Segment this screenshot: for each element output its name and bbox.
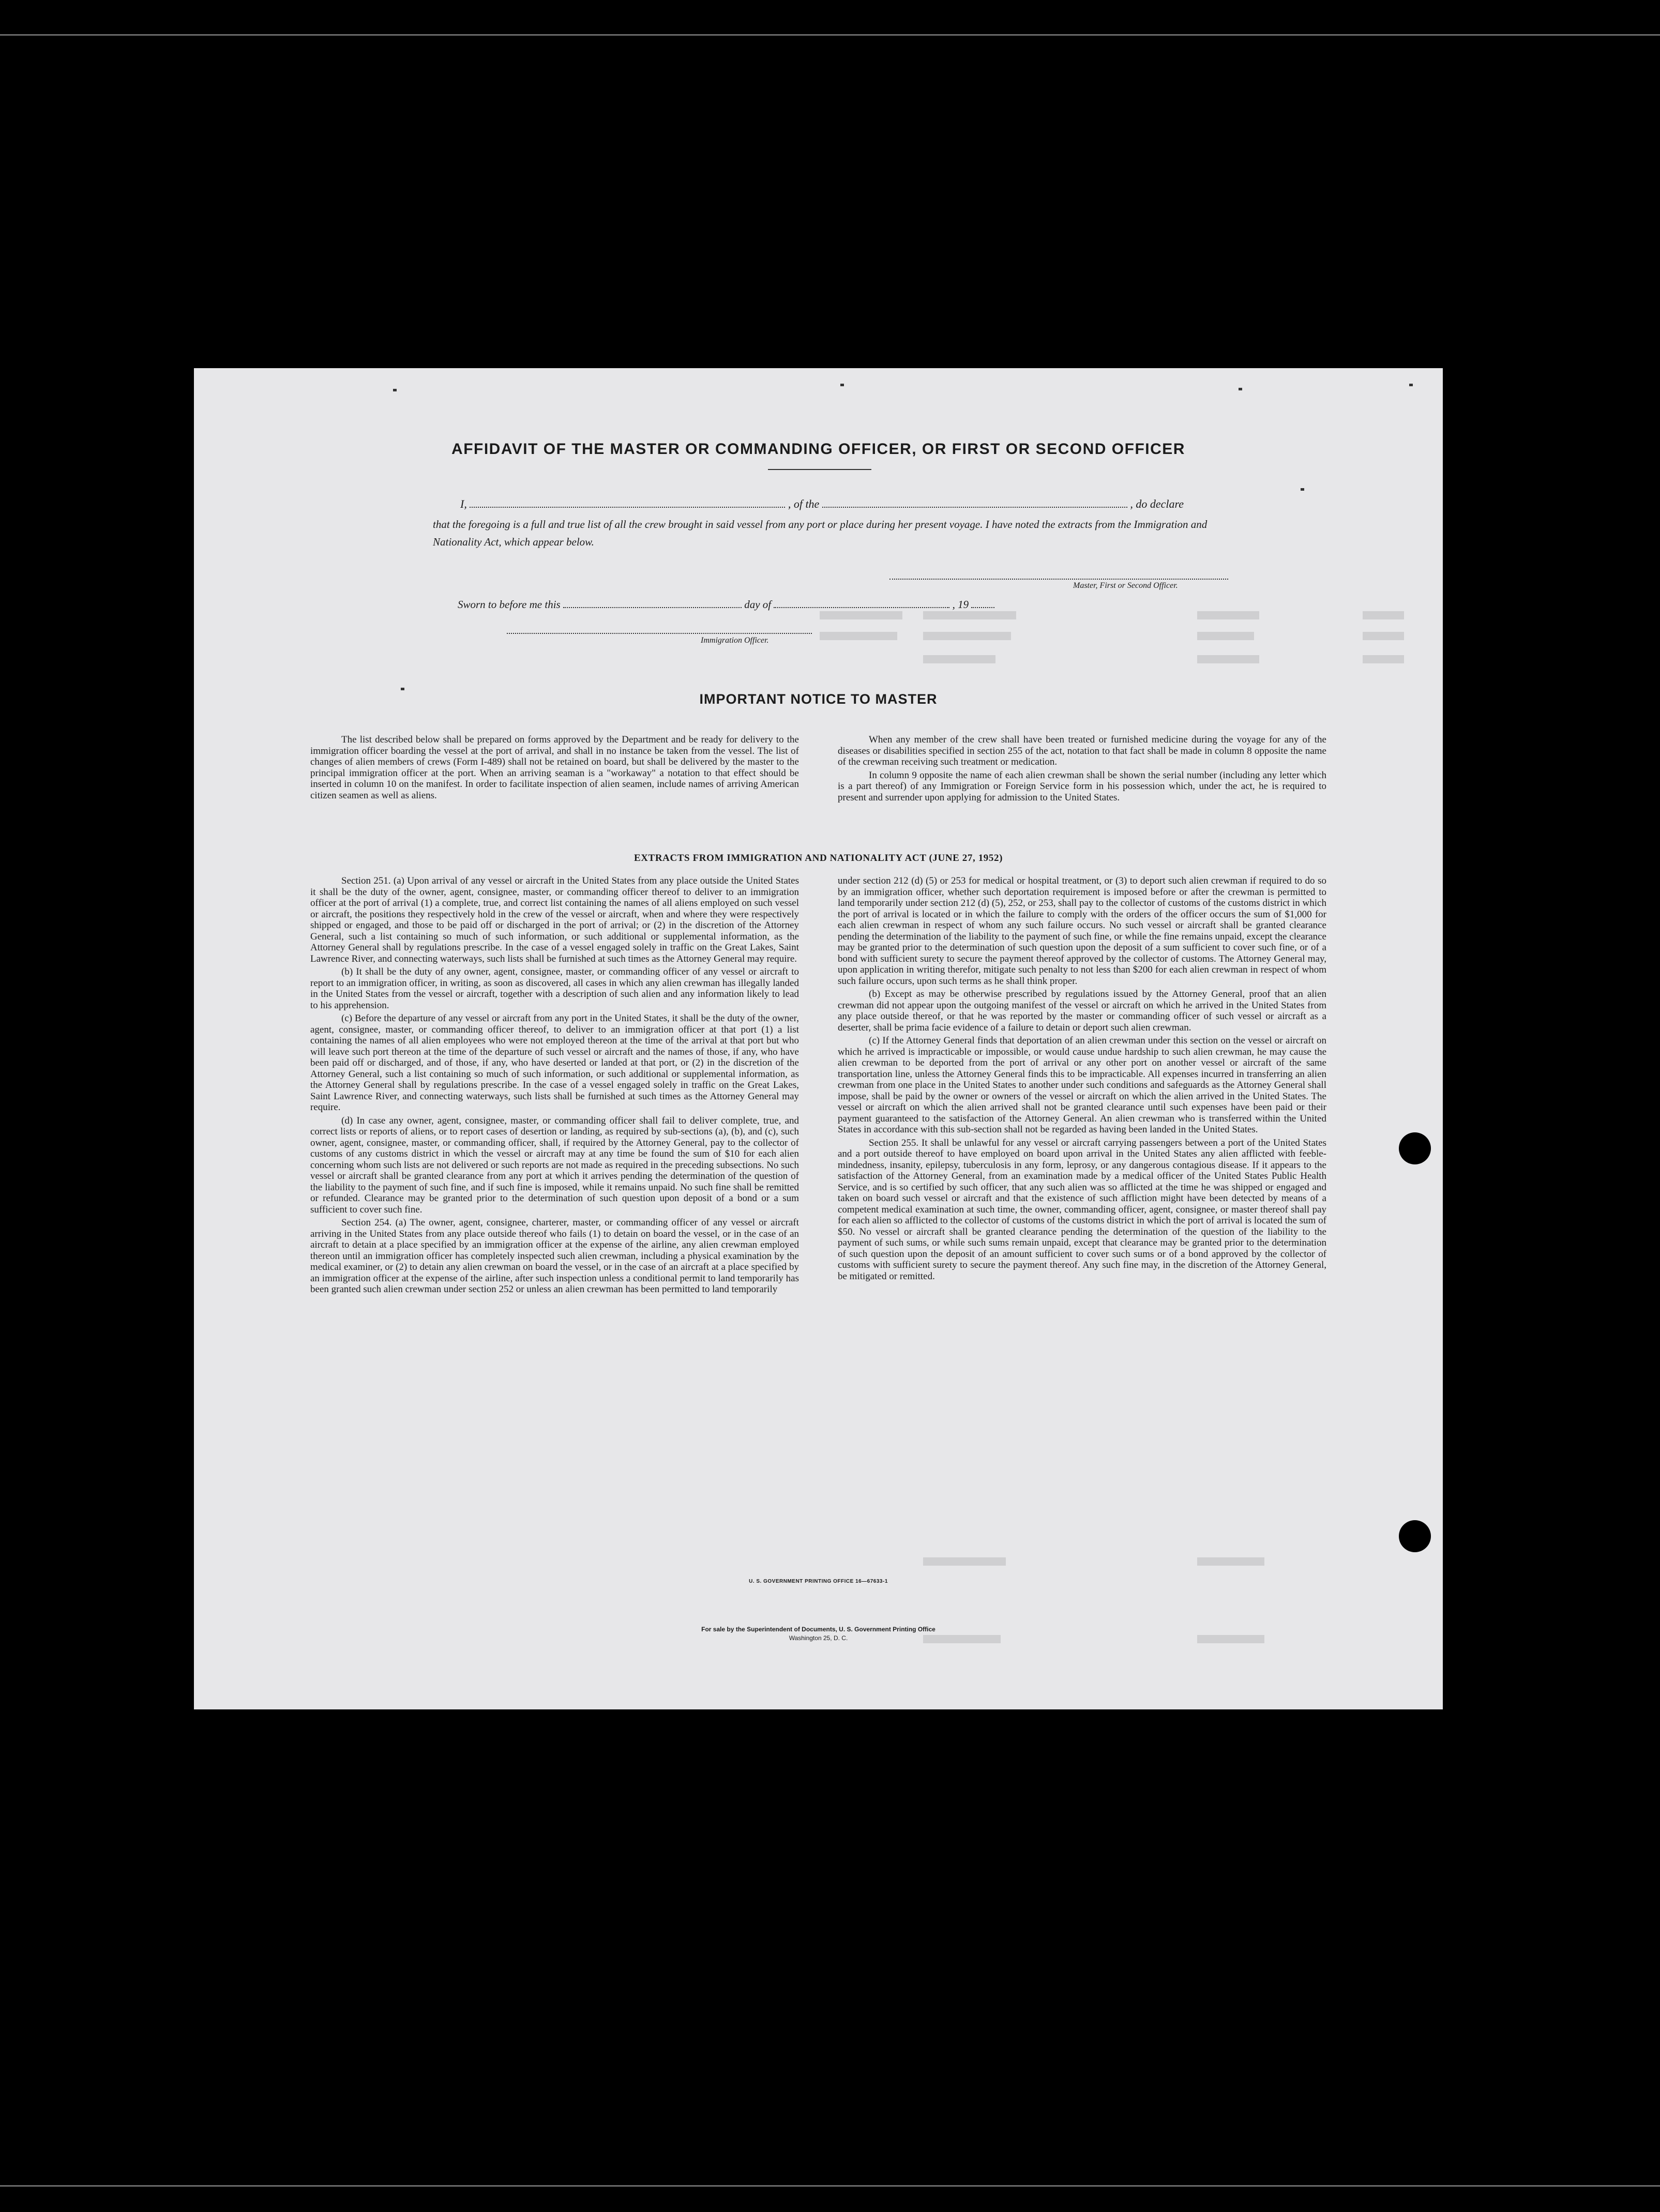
title-divider bbox=[768, 469, 871, 470]
section-254-a-continued: under section 212 (d) (5) or 253 for medical or hospital treatment, or (3) to deport such alien crewman if required to do so by an immigration officer, whether such deportation requirement is imposed before or after the crewman is permitted to land temporarily under section 212 (d) (5), 252, or 253, shall pay to the collector of customs of the customs district in which the port of arrival is located or in which the failure to comply with the orders of the officer occurs the sum of $1,000 for each alien crewman in respect of whom any such failure occurs. No such vessel or aircraft shall be granted clearance pending the determination of the liability to the payment of such fine, or while the fine remains unpaid, except the clearance may be granted prior to the determination of such question upon the deposit of a sum sufficient to cover such fine, or of a bond with sufficient surety to secure the payment thereof approved by the collector of customs. The Attorney General may, upon application in writing therefor, mitigate such penalty to not less than $200 for each alien crewman in respect of whom such failure occurs, upon such terms as he shall think proper. bbox=[838, 875, 1326, 987]
affidavit-title: AFFIDAVIT OF THE MASTER OR COMMANDING OFFICER, OR FIRST OR SECOND OFFICER bbox=[451, 441, 1185, 458]
scan-edge-bottom bbox=[0, 2185, 1660, 2187]
sworn-day-blank bbox=[563, 606, 742, 608]
sworn-label: Sworn to before me this bbox=[458, 598, 561, 611]
section-251-b: (b) It shall be the duty of any owner, agent, consignee, master, or commanding officer of any vessel or aircraft to report to an immigration officer, in writing, as soon as discovered, all cases in which any alien crewman has illegally landed in the United States from the vessel or aircraft, together with a description of such alien and any information likely to lead to his apprehension. bbox=[310, 966, 799, 1011]
notice-right-paragraph-1: When any member of the crew shall have been treated or furnished medicine during the voyage for any of the diseases or disabilities specified in section 255 of the act, notation to that fact shall be made in column 8 opposite the name of the crewman receiving such treatment or medication. bbox=[838, 734, 1326, 767]
speck bbox=[393, 389, 397, 391]
show-through bbox=[1197, 1557, 1264, 1566]
section-254-b: (b) Except as may be otherwise prescribed by regulations issued by the Attorney General, proof that an alien crewman did not appear upon the outgoing manifest of the vessel or aircraft on which he arrived in the United States from any place outside thereof, or that he was reported by the master or commanding officer of such vessel or aircraft as a deserter, shall be prima facie evidence of a failure to detain or deport such alien crewman. bbox=[838, 989, 1326, 1033]
gpo-imprint: U. S. GOVERNMENT PRINTING OFFICE 16—67633-1 bbox=[749, 1579, 888, 1584]
sworn-line bbox=[458, 598, 994, 611]
sworn-month-blank bbox=[774, 606, 949, 608]
i-label: I, bbox=[460, 497, 467, 510]
notice-right-paragraph-2: In column 9 opposite the name of each alien crewman shall be shown the serial number (including any letter which is a part thereof) of any Immigration or Foreign Service form in his possession which, under the act, he is required to present and surrender upon applying for admission to the United States. bbox=[838, 769, 1326, 803]
form-page bbox=[194, 368, 1443, 1709]
notice-right-column bbox=[838, 734, 1326, 805]
show-through bbox=[1363, 611, 1404, 619]
sworn-year-blank bbox=[971, 606, 994, 608]
do-declare-label: , do declare bbox=[1130, 497, 1184, 510]
notice-left-column bbox=[310, 734, 799, 803]
notice-title: IMPORTANT NOTICE TO MASTER bbox=[699, 691, 938, 707]
speck bbox=[1301, 488, 1304, 491]
speck bbox=[840, 384, 844, 386]
punch-hole bbox=[1399, 1520, 1431, 1552]
of-the-label: , of the bbox=[788, 497, 820, 510]
show-through bbox=[820, 611, 902, 619]
extracts-left-column bbox=[310, 875, 799, 1297]
show-through bbox=[923, 655, 995, 663]
extracts-title: EXTRACTS FROM IMMIGRATION AND NATIONALITY ACT (JUNE 27, 1952) bbox=[633, 853, 1003, 863]
sale-notice-line-2: Washington 25, D. C. bbox=[789, 1634, 848, 1642]
vessel-blank bbox=[822, 506, 1127, 508]
section-255: Section 255. It shall be unlawful for any vessel or aircraft carrying passengers between a port of the United States and a port outside thereof to have employed on board upon arrival in the United States any alien afflicted with feeble-mindedness, insanity, epilepsy, tuberculosis in any form, leprosy, or any dangerous contagious disease. If it appears to the satisfaction of the Attorney General, from an examination made by a medical officer of the United States Public Health Service, and is so certified by such officer, that any such alien was so afflicted at the time he was shipped or engaged and taken on board such vessel or aircraft and that the existence of such affliction might have been detected by means of a competent medical examination at such time, the owner, commanding officer, agent, consignee, or master thereof shall pay for each alien so afflicted to the collector of customs of the customs district in which the port of arrival is located the sum of $50. No vessel or aircraft shall be granted clearance pending the determination of the question of the liability to the payment of such sums, or while such sums remain unpaid, except that clearance may be granted prior to the determination of such question upon the deposit of an amount sufficient to cover such sums or of a bond approved by the collector of customs with sufficient surety to secure the payment thereof. Any such fine may, in the discretion of the Attorney General, be mitigated or remitted. bbox=[838, 1137, 1326, 1282]
show-through bbox=[820, 632, 897, 640]
speck bbox=[1409, 384, 1413, 386]
year-label: , 19 bbox=[952, 598, 969, 611]
affidavit-statement: that the foregoing is a full and true list of all the crew brought in said vessel from any port or place during her present voyage. I have noted the extracts from the Immigration and Nationality Act, which appear below. bbox=[433, 518, 1208, 548]
scan-edge-top bbox=[0, 34, 1660, 36]
section-251-d: (d) In case any owner, agent, consignee, master, or commanding officer shall fail to deliver complete, true, and correct lists or reports of aliens, or to report cases of desertion or landing, as required by sub-sections (a), (b), and (c), such owner, agent, consignee, master, or commanding officer, shall, if required by the Attorney General, pay to the collector of customs of any customs district in which the vessel or aircraft may at any time be found the sum of $10 for each alien concerning whom such lists are not delivered or such reports are not made as required in the preceding subsections. No such vessel or aircraft shall be granted clearance from any port at which it arrives pending the determination of the question of the liability to the payment of such fine, and if such fine is imposed, while it remains unpaid. No such fine shall be remitted or refunded. Clearance may be granted prior to the determination of such question upon deposit of a bond or a sum sufficient to cover such fine. bbox=[310, 1115, 799, 1215]
master-signature-line bbox=[889, 579, 1228, 580]
show-through bbox=[1363, 632, 1404, 640]
speck bbox=[401, 688, 404, 690]
section-254-a: Section 254. (a) The owner, agent, consignee, charterer, master, or commanding officer of any vessel or aircraft arriving in the United States from any place outside thereof who fails (1) to detain on board the vessel, or in the case of an aircraft to detain at a place specified by an immigration officer at the expense of the airline, any alien crewman employed thereon until an immigration officer has completely inspected such alien crewman, including a physical examination by the medical examiner, or (2) to detain any alien crewman on board the vessel, or in the case of an aircraft at a place specified by an immigration officer at the expense of the airline, after such inspection unless a conditional permit to land temporarily has been granted such alien crewman under section 252 or unless an alien crewman has been permitted to land temporarily bbox=[310, 1217, 799, 1295]
show-through bbox=[923, 611, 1016, 619]
extracts-right-column bbox=[838, 875, 1326, 1284]
show-through bbox=[1363, 655, 1404, 663]
show-through bbox=[923, 1557, 1006, 1566]
show-through bbox=[923, 632, 1011, 640]
show-through bbox=[1197, 632, 1254, 640]
officer-caption: Immigration Officer. bbox=[701, 636, 769, 645]
sale-notice-line-1: For sale by the Superintendent of Documents, U. S. Government Printing Office bbox=[701, 1626, 935, 1633]
officer-signature-line bbox=[507, 633, 812, 634]
show-through bbox=[1197, 655, 1259, 663]
notice-left-paragraph: The list described below shall be prepared on forms approved by the Department and be ready for delivery to the immigration officer boarding the vessel at the port of arrival, and shall in no instance be taken from the vessel. The list of changes of alien members of crews (Form I-489) shall not be retained on board, but shall be delivered by the master to the principal immigration officer at the port. When an arriving seaman is a "workaway" a notation to that effect should be inserted in column 10 on the manifest. In order to facilitate inspection of alien seamen, include names of arriving American citizen seamen as well as aliens. bbox=[310, 734, 799, 801]
master-caption: Master, First or Second Officer. bbox=[1073, 581, 1178, 590]
name-blank bbox=[470, 506, 785, 508]
section-254-c: (c) If the Attorney General finds that deportation of an alien crewman under this section on the vessel or aircraft on which he arrived is impracticable or impossible, or would cause undue hardship to such alien crewman, he may cause the alien crewman to be deported from the port of arrival or any other port on another vessel or aircraft of the same transportation line, unless the Attorney General finds this to be impracticable. All expenses incurred in transferring an alien crewman from one place in the United States to another under such conditions and safeguards as the Attorney General shall impose, shall be paid by the owner or owners of the vessel or aircraft on which the alien arrived in the United States. The vessel or aircraft on which the alien arrived shall not be granted clearance until such expenses have been paid or their payment guaranteed to the satisfaction of the Attorney General. An alien crewman who is transferred within the United States in accordance with this sub-section shall not be regarded as having been landed in the United States. bbox=[838, 1035, 1326, 1135]
declaration-line bbox=[460, 497, 1184, 511]
speck bbox=[1239, 388, 1242, 390]
show-through bbox=[1197, 611, 1259, 619]
punch-hole bbox=[1399, 1132, 1431, 1164]
day-of-label: day of bbox=[744, 598, 772, 611]
section-251-a: Section 251. (a) Upon arrival of any vessel or aircraft in the United States from any place outside the United States it shall be the duty of the owner, agent, consignee, master, or commanding officer thereof to deliver to an immigration officer at the port of arrival (1) a complete, true, and correct list containing the names of all aliens employed on such vessel or aircraft, the positions they respectively hold in the crew of the vessel or aircraft, when and where they were respectively shipped or engaged, and those to be paid off or discharged in the port of arrival; or (2) in the discretion of the Attorney General, such a list containing so much of such information, or such additional or supplemental information, as the Attorney General shall by regulations prescribe. In the case of a vessel engaged solely in traffic on the Great Lakes, Saint Lawrence River, and connecting waterways, such lists shall be furnished at such times as the Attorney General may require. bbox=[310, 875, 799, 964]
section-251-c: (c) Before the departure of any vessel or aircraft from any port in the United States, it shall be the duty of the owner, agent, consignee, master, or commanding officer thereof, to deliver to an immigration officer at that port (1) a list containing the names of all alien employees who were not employed thereon at the time of the arrival at that port but who will leave such port thereon at the time of the departure of such vessel or aircraft and the names of those, if any, who have been paid off or discharged, and of those, if any, who have deserted or landed at that port, or (2) in the discretion of the Attorney General, such a list containing so much of such information, or such additional or supplemental information, as the Attorney General shall by regulations prescribe. In the case of a vessel engaged solely in traffic on the Great Lakes, Saint Lawrence River, and connecting waterways, such lists shall be furnished at such times as the Attorney General may require. bbox=[310, 1013, 799, 1113]
